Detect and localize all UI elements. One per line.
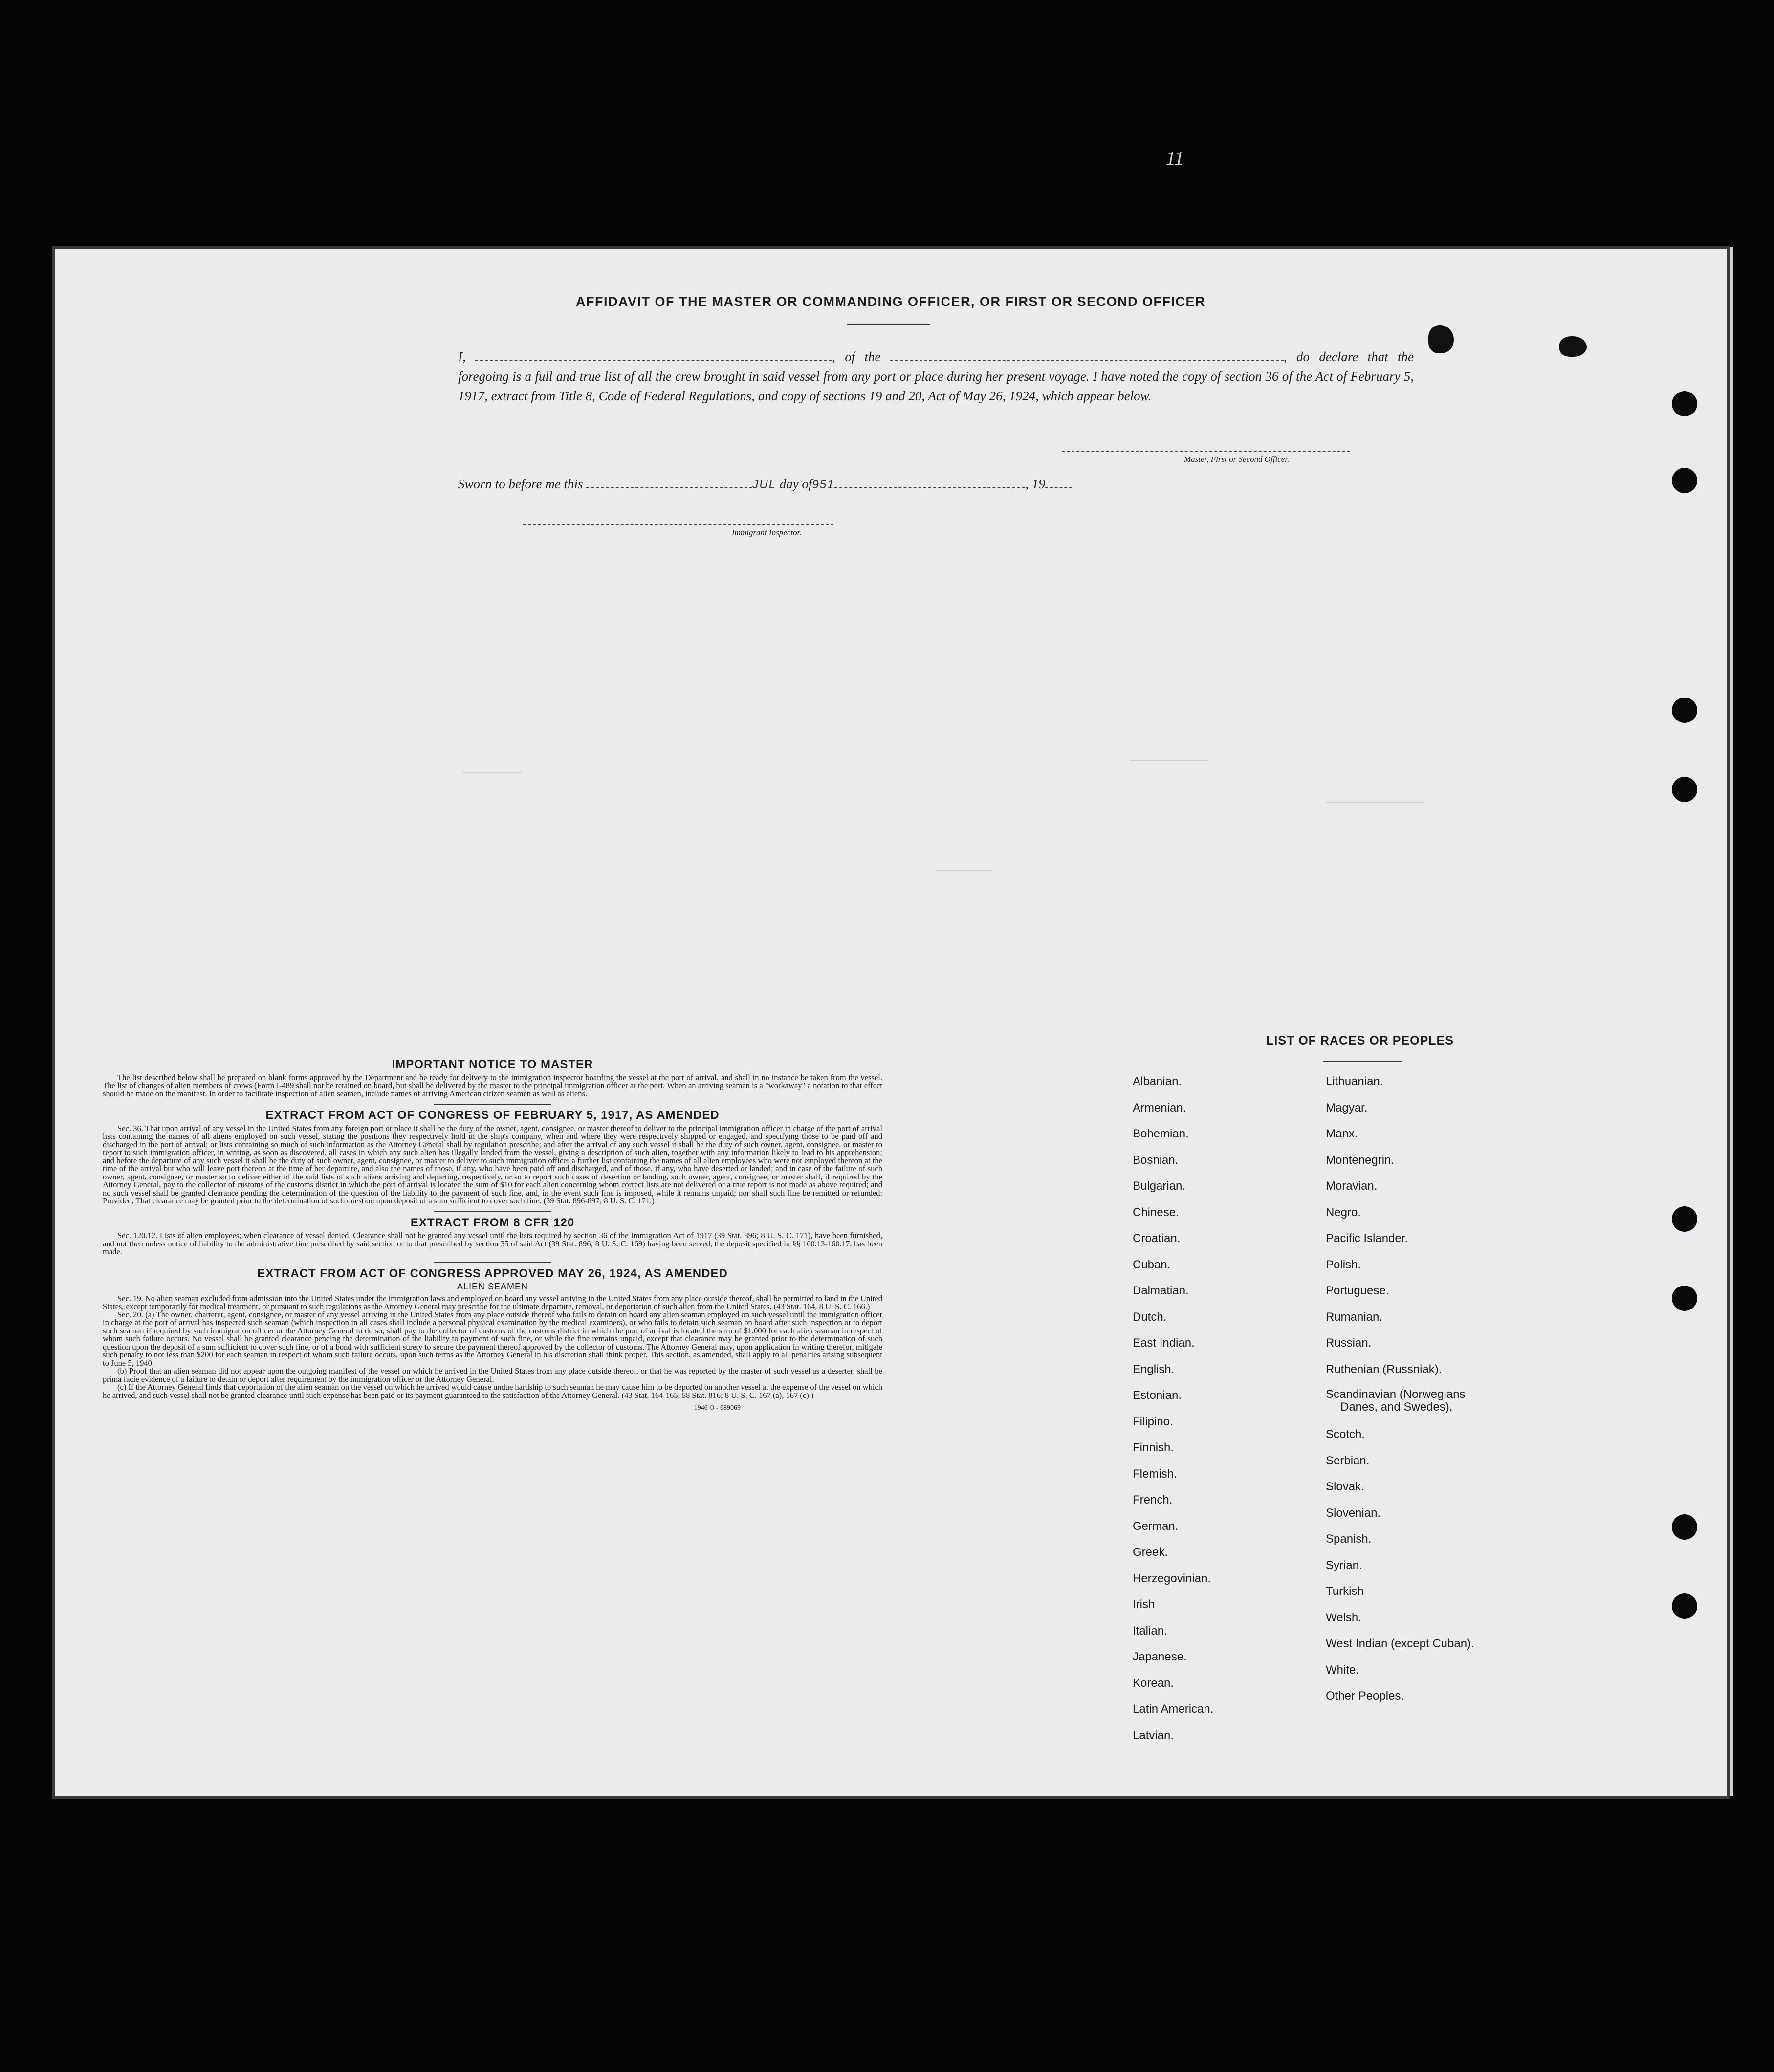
- race-item-line: Danes, and Swedes).: [1340, 1400, 1453, 1414]
- extract1-title: EXTRACT FROM ACT OF CONGRESS OF FEBRUARY 5, 1917, AS AMENDED: [265, 1109, 720, 1122]
- sworn-line: [458, 477, 1072, 492]
- race-item: Finnish.: [1133, 1441, 1174, 1454]
- affidavit-i: I,: [458, 349, 466, 364]
- title-rule: [847, 324, 930, 325]
- master-signature-line[interactable]: [1062, 451, 1350, 452]
- extract3-subtitle: ALIEN SEAMEN: [457, 1282, 528, 1291]
- race-item: Filipino.: [1133, 1415, 1173, 1428]
- date-stamp-year: 951: [812, 478, 835, 491]
- vessel-blank[interactable]: [890, 351, 1284, 361]
- race-item: Spanish.: [1326, 1532, 1372, 1546]
- race-item: Scotch.: [1326, 1428, 1365, 1441]
- section-rule: [434, 1104, 551, 1105]
- section-rule: [434, 1262, 551, 1263]
- extract2-body: Sec. 120.12. Lists of alien employees; when clearance of vessel denied. Clearance shall not be granted any vessel until the lists required by section 36 of the Immigration Act of 1917 (39 Stat. 896; 8 U. S. C. 171), have been furnished, and not then unless notice of liability to the administrative fine prescribed by said section or to that prescribed by section 35 of said Act (39 Stat. 896; 8 U. S. C. 169) having been served, the deposit specified in §§ 160.13-160.17, has been made.: [103, 1231, 882, 1256]
- race-item: German.: [1133, 1519, 1179, 1533]
- extract3-sec20a: Sec. 20. (a) The owner, charterer, agent, consignee, or master of any vessel arriving in the United States from any place outside thereof who fails to detain on board any alien seaman employed on such vessel until the immigration officer in charge at the port of arrival has inspected such seaman (which inspection in all cases shall include a personal physical examination by the medical examiners), or who fails to detain such seaman on board after such inspection or to deport such seaman if required by such immigration officer or the Attorney General to do so, shall pay to the collector of customs of the customs district in which the port of arrival is located the sum of $1,000 for each alien seaman in respect of whom such failure occurs. No vessel shall be granted clearance pending the determination of the liability to payment of such fine, or while the fine remains unpaid, except that clearance may be granted prior to the determination of such question upon the deposit of a sum sufficient to cover such fine, or of a bond with sufficient surety to secure the payment thereof approved by the collector of customs. The Attorney General may, upon application in writing therefor, mitigate such penalty to not less than $200 for each seaman in respect of whom such failure occurs, upon such terms as the Attorney General in his discretion shall think proper. This section, as amended, shall apply to all penalties arising subsequent to June 5, 1940.: [103, 1309, 882, 1368]
- film-mark: 11: [1166, 147, 1184, 169]
- bleed-through-mark: [463, 772, 522, 773]
- inspector-signature-line[interactable]: [523, 524, 833, 525]
- sworn-year-blank[interactable]: [1045, 479, 1072, 488]
- race-item: West Indian (except Cuban).: [1326, 1637, 1474, 1650]
- race-item: Irish: [1133, 1598, 1155, 1611]
- section-rule: [434, 1211, 551, 1212]
- race-item: Korean.: [1133, 1676, 1174, 1690]
- bleed-through-mark: [1130, 760, 1208, 761]
- punch-hole: [1672, 1286, 1697, 1311]
- race-item: Turkish: [1326, 1585, 1364, 1598]
- inspector-caption: Immigrant Inspector.: [732, 528, 802, 537]
- extract3-sec20b: (b) Proof that an alien seaman did not appear upon the outgoing manifest of the vessel on which he arrived in the United States from any place outside thereof, or that he was reported by the master of such vessel as a deserter, shall be prima facie evidence of a failure to detain or deport after requirement by the immigration officer or the Attorney General.: [103, 1366, 882, 1384]
- affidavit-title: AFFIDAVIT OF THE MASTER OR COMMANDING OFFICER, OR FIRST OR SECOND OFFICER: [576, 294, 1205, 309]
- race-item: Negro.: [1326, 1205, 1361, 1219]
- affidavit-declare: , do declare: [1283, 349, 1358, 364]
- affidavit-body: that the foregoing is a full and true list of all the crew brought in said vessel from any port or place during her present voyage. I have noted the copy of section 36 of the Act of February 5, 1917, extract from Title 8, Code of Federal Regulations, and copy of sections 19 and 20, Act of May 26, 1924, which appear below.: [458, 349, 1414, 403]
- punch-hole: [1672, 1514, 1697, 1540]
- race-item: Ruthenian (Russniak).: [1326, 1362, 1442, 1376]
- race-item: Flemish.: [1133, 1467, 1177, 1481]
- race-item: Russian.: [1326, 1336, 1372, 1350]
- race-item: Moravian.: [1326, 1179, 1378, 1193]
- page-edge: [1727, 247, 1733, 1796]
- race-item: Serbian.: [1326, 1454, 1370, 1467]
- race-item-line: Scandinavian (Norwegians: [1326, 1388, 1466, 1401]
- punch-hole: [1672, 1206, 1697, 1232]
- race-item: Italian.: [1133, 1624, 1167, 1637]
- race-item: Latvian.: [1133, 1728, 1174, 1742]
- master-caption: Master, First or Second Officer.: [1184, 455, 1290, 464]
- race-item: Japanese.: [1133, 1650, 1187, 1663]
- race-item: Rumanian.: [1326, 1310, 1383, 1324]
- race-item: Bulgarian.: [1133, 1179, 1186, 1193]
- race-item: English.: [1133, 1362, 1175, 1376]
- race-item: Herzegovinian.: [1133, 1571, 1211, 1585]
- race-item: Pacific Islander.: [1326, 1232, 1408, 1245]
- race-item: East Indian.: [1133, 1336, 1195, 1350]
- race-item: French.: [1133, 1493, 1173, 1506]
- extract1-body: Sec. 36. That upon arrival of any vessel in the United States from any foreign port or place it shall be the duty of the owner, agent, consignee, or master thereof to deliver to the principal immigration officer in charge of the port of arrival lists containing the names of all aliens employed on such vessel, stating the positions they respectively hold in the ship's company, when and where they were respectively shipped or engaged, and specifying those to be paid off and discharged in the port of arrival; or lists containing so much of such information as the Attorney General shall by regulation prescribe; and after the arrival of any such vessel it shall be the duty of such owner, agent, consignee, or master to report to such immigration officer, in writing, as soon as discovered, all cases in which any such alien has illegally landed from the vessel, giving a description of such alien, together with any information likely to lead to his apprehension; and before the departure of any such vessel it shall be the duty of such owner, agent, consignee, or master to deliver to such immigration officer a further list containing the names of all alien employees who were not employed thereon at the time of the arrival but who will leave port thereon at the time of her departure, and also the names of those, if any, who have been paid off and discharged, and of those, if any, who have deserted or landed; and in case of the failure of such owner, agent, consignee, or master so to deliver either of the said lists of such aliens arriving and departing, respectively, or so to report such cases of desertion or landing, such owner, agent, consignee, or master shall, if required by the Attorney General, pay to the collector of customs of the customs district in which the port of arrival is located the sum of $10 for each alien concerning whom correct lists are not delivered or a true report is not made as above required; and no such vessel shall be granted clearance pending the determination of the question of the liability to the payment of such fine, and, in the event such fine is imposed, while it remains unpaid; nor shall such fine be remitted or refunded: Provided, That clearance may be granted prior to the determination of such question upon deposit of a sum sufficient to cover such fine. (39 Stat. 896-897; 8 U. S. C. 171.): [103, 1123, 882, 1205]
- extract3-sec19: Sec. 19. No alien seaman excluded from admission into the United States under the immigration laws and employed on board any vessel arriving in the United States from any place outside thereof, shall be permitted to land in the United States, except temporarily for medical treatment, or pursuant to such regulations as the Attorney General may prescribe for the ultimate departure, removal, or deportation of such alien from the United States. (43 Stat. 164, 8 U. S. C. 166.): [103, 1293, 882, 1311]
- manifest-page: [55, 249, 1727, 1796]
- race-item: Cuban.: [1133, 1258, 1171, 1271]
- races-right-column: [1326, 1074, 1474, 1715]
- race-item: Syrian.: [1326, 1558, 1362, 1572]
- race-item: White.: [1326, 1663, 1359, 1677]
- punch-hole: [1672, 391, 1697, 416]
- sworn-prefix: Sworn to before me this: [458, 477, 583, 491]
- notice-title: IMPORTANT NOTICE TO MASTER: [392, 1058, 593, 1071]
- race-item: Other Peoples.: [1326, 1689, 1404, 1702]
- race-item: Armenian.: [1133, 1101, 1186, 1114]
- races-title: LIST OF RACES OR PEOPLES: [1266, 1034, 1454, 1047]
- race-item: Chinese.: [1133, 1205, 1179, 1219]
- bleed-through-mark: [1326, 802, 1424, 803]
- punch-hole: [1672, 468, 1697, 493]
- race-item: Estonian.: [1133, 1389, 1182, 1402]
- race-item: Lithuanian.: [1326, 1075, 1383, 1088]
- race-item: Welsh.: [1326, 1611, 1361, 1624]
- race-item: Manx.: [1326, 1127, 1358, 1140]
- race-item: Dalmatian.: [1133, 1284, 1189, 1297]
- punch-hole: [1672, 698, 1697, 723]
- race-item: Dutch.: [1133, 1310, 1167, 1324]
- sworn-year: , 19: [1025, 477, 1045, 491]
- punch-hole: [1672, 777, 1697, 802]
- race-item: Bosnian.: [1133, 1153, 1179, 1167]
- ink-blotch: [1428, 325, 1454, 353]
- sworn-day-of: day of: [779, 477, 812, 491]
- extract2-title: EXTRACT FROM 8 CFR 120: [410, 1216, 575, 1229]
- name-blank[interactable]: [475, 351, 832, 361]
- sworn-month-blank[interactable]: [834, 479, 1025, 488]
- extract3-title: EXTRACT FROM ACT OF CONGRESS APPROVED MAY 26, 1924, AS AMENDED: [257, 1266, 728, 1280]
- race-item: Montenegrin.: [1326, 1153, 1395, 1167]
- race-item: Croatian.: [1133, 1232, 1181, 1245]
- affidavit-text: [458, 347, 1414, 406]
- important-notice: [103, 1058, 882, 1413]
- race-item: Latin American.: [1133, 1702, 1214, 1716]
- race-item: Slovenian.: [1326, 1506, 1381, 1520]
- affidavit-of-the: , of the: [832, 349, 881, 364]
- ink-blotch: [1559, 336, 1587, 357]
- notice-body: The list described below shall be prepared on blank forms approved by the Department and be ready for delivery to the immigration inspector boarding the vessel at the port of arrival, and shall in no instance be taken from the vessel. The list of changes of alien members of crews (Form I-489 shall not be retained on board, but shall be delivered by the master to the principal immigration officer at the port. When an arriving seaman is a "workaway" a notation to that effect should be made on the manifest. In order to facilitate inspection of alien seamen, include names of arriving American citizen seamen as well as aliens.: [103, 1072, 882, 1098]
- race-item: Greek.: [1133, 1546, 1168, 1559]
- print-code: 1946 O - 689069: [694, 1404, 741, 1412]
- race-item: Albanian.: [1133, 1075, 1182, 1088]
- date-stamp-month: JUL: [752, 478, 776, 491]
- race-item: Bohemian.: [1133, 1127, 1189, 1140]
- punch-hole: [1672, 1593, 1697, 1619]
- extract3-sec20c: (c) If the Attorney General finds that deportation of the alien seaman on the vessel on which he arrived would cause undue hardship to such seaman he may cause him to be deported on another vessel at the expense of the vessel on which he arrived, and such vessel shall not be granted clearance until such expense has been paid or its payment guaranteed to the satisfaction of the Attorney General. (43 Stat. 164-165, 58 Stat. 816; 8 U. S. C. 167 (a), 167 (c).): [103, 1382, 882, 1400]
- race-item: [1326, 1388, 1474, 1427]
- races-left-column: [1133, 1074, 1213, 1754]
- bleed-through-mark: [935, 870, 993, 871]
- race-item: Magyar.: [1326, 1101, 1368, 1114]
- races-title-rule: [1323, 1061, 1402, 1062]
- race-item: Portuguese.: [1326, 1284, 1389, 1297]
- race-item: Slovak.: [1326, 1480, 1364, 1493]
- race-item: Polish.: [1326, 1258, 1361, 1271]
- sworn-day-blank[interactable]: [586, 479, 752, 488]
